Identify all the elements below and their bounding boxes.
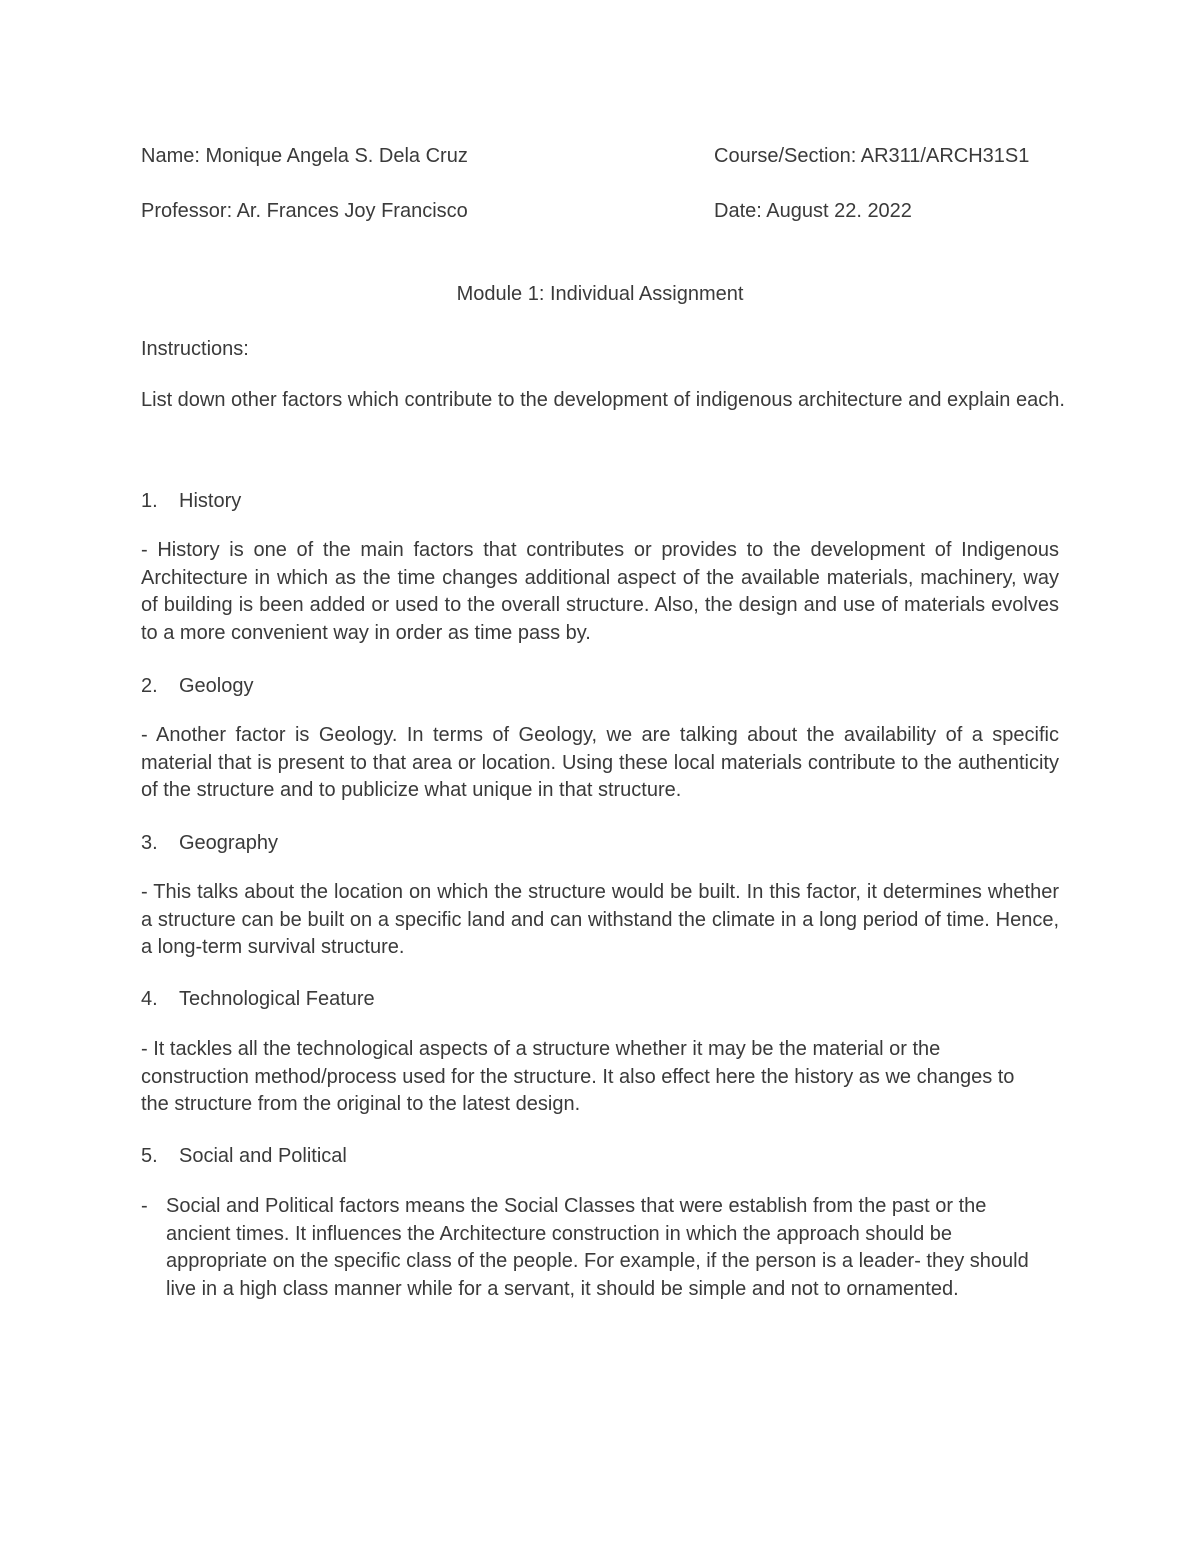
item-body-geology: - Another factor is Geology. In terms of Geology, we are talking about the availability of a specific material that is present to that area or location. Using these local materials contribute to the authenticity of the structure and to publicize what unique in that structure. — [141, 724, 1059, 801]
item-number: 2. — [141, 675, 158, 697]
assignment-date: Date: August 22. 2022 — [714, 200, 912, 222]
item-number: 4. — [141, 988, 158, 1010]
page-title: Module 1: Individual Assignment — [456, 283, 744, 305]
course-section: Course/Section: AR311/ARCH31S1 — [714, 145, 1030, 167]
professor-name: Professor: Ar. Frances Joy Francisco — [141, 200, 468, 222]
item-number: 5. — [141, 1145, 158, 1167]
student-name: Name: Monique Angela S. Dela Cruz — [141, 145, 468, 167]
item-heading-history: History — [179, 490, 242, 512]
item-body-history: - History is one of the main factors that contributes or provides to the development of Indigenous Architecture in which as the time changes additional aspect of the available materials, machinery, way of building is been added or used to the overall structure. Also, the design and use of materials evolves to a more convenient way in order as time pass by. — [141, 539, 1059, 644]
item-body-social-political: Social and Political factors means the Social Classes that were establish from the past or the ancient times. It influences the Architecture construction in which the approach should be appropriate on the specific class of the people. For example, if the person is a leader- they should live in a high class manner while for a servant, it should be simple and not to ornamented. — [166, 1195, 1029, 1300]
item-heading-geography: Geography — [179, 832, 278, 854]
item-number: 1. — [141, 490, 158, 512]
item-heading-technological-feature: Technological Feature — [179, 988, 375, 1010]
item-number: 3. — [141, 832, 158, 854]
instructions-text: List down other factors which contribute to the development of indigenous architecture and explain each. — [141, 389, 1065, 411]
item-heading-social-political: Social and Political — [179, 1145, 347, 1167]
item-body-geography: - This talks about the location on which the structure would be built. In this factor, it determines whether a structure can be built on a specific land and can withstand the climate in a long period of time. Hence, a long-term survival structure. — [141, 881, 1059, 958]
item-body-technological-feature: - It tackles all the technological aspects of a structure whether it may be the material or the construction method/process used for the structure. It also effect here the history as we changes to the structure from the original to the latest design. — [141, 1038, 1015, 1115]
item-heading-geology: Geology — [179, 675, 254, 697]
bullet-dash: - — [141, 1195, 148, 1217]
instructions-label: Instructions: — [141, 338, 249, 360]
